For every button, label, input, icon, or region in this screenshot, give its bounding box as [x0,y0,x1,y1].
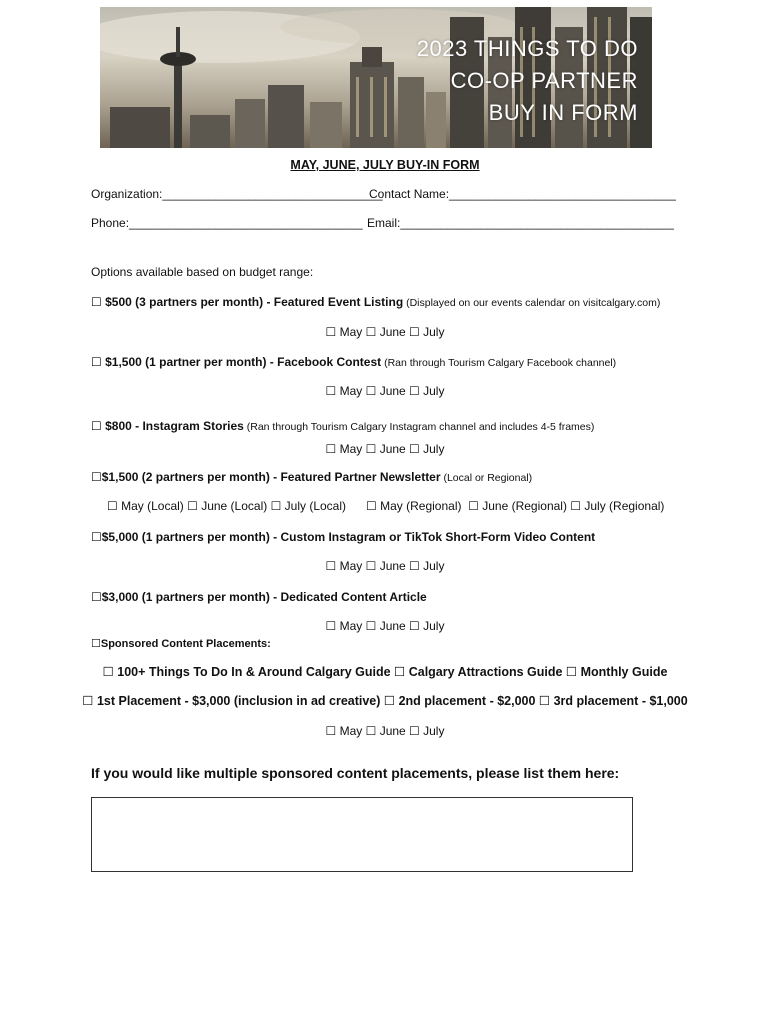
form-heading: MAY, JUNE, JULY BUY-IN FORM [290,158,480,172]
contact-name-field[interactable]: Contact Name:__________________________________ [369,187,676,201]
option-dedicated-content-article[interactable] [91,589,427,605]
placement-checkboxes[interactable]: ☐ 1st Placement - $3,000 (inclusion in ad creative) ☐ 2nd placement - $2,000 ☐ 3rd placement - $1,000 [82,694,688,708]
phone-field[interactable]: Phone:___________________________________ [91,216,363,230]
month-checkboxes[interactable]: ☐ May ☐ June ☐ July [325,619,445,633]
month-checkboxes[interactable]: ☐ May ☐ June ☐ July [325,384,445,398]
options-intro: Options available based on budget range: [91,265,314,279]
option-label: ☐$3,000 (1 partners per month) - Dedicated Content Article [91,590,427,604]
option-note: (Ran through Tourism Calgary Facebook channel) [381,357,617,369]
month-checkboxes[interactable]: ☐ May ☐ June ☐ July [325,325,445,339]
option-note: (Local or Regional) [440,472,533,484]
option-label: ☐$5,000 (1 partners per month) - Custom Instagram or TikTok Short-Form Video Content [91,530,596,544]
option-label: ☐ $500 (3 partners per month) - Featured Event Listing [91,295,404,309]
month-checkboxes[interactable]: ☐ May ☐ June ☐ July [325,724,445,738]
multiple-placements-prompt: If you would like multiple sponsored content placements, please list them here: [91,765,620,781]
newsletter-month-checkboxes[interactable]: ☐ May (Local) ☐ June (Local) ☐ July (Local) ☐ May (Regional) ☐ June (Regional) ☐ July (Regional) [107,499,665,513]
banner-title-line: CO-OP PARTNER [450,68,638,93]
option-custom-video-content[interactable] [91,529,595,545]
header-banner-image [100,7,652,148]
option-facebook-contest[interactable] [91,354,616,371]
month-checkboxes[interactable]: ☐ May ☐ June ☐ July [325,442,445,456]
option-note: (Ran through Tourism Calgary Instagram channel and includes 4-5 frames) [243,421,595,433]
email-field[interactable]: Email:_________________________________________ [367,216,674,230]
banner-title-line: BUY IN FORM [488,100,638,125]
option-label: ☐ $800 - Instagram Stories [91,419,244,433]
option-featured-partner-newsletter[interactable] [91,469,532,486]
month-checkboxes[interactable]: ☐ May ☐ June ☐ July [325,559,445,573]
banner-title [417,33,638,129]
banner-title-line: 2023 THINGS TO DO [416,36,638,61]
option-note: (Displayed on our events calendar on visitcalgary.com) [403,297,661,309]
option-label: ☐$1,500 (2 partners per month) - Featured Partner Newsletter [91,470,441,484]
guide-checkboxes[interactable]: ☐ 100+ Things To Do In & Around Calgary Guide ☐ Calgary Attractions Guide ☐ Monthly Guide [102,665,668,679]
option-featured-event-listing[interactable] [91,294,660,311]
sponsored-content-checkbox[interactable]: ☐Sponsored Content Placements: [91,638,271,650]
option-label: ☐ $1,500 (1 partner per month) - Facebook Contest [91,355,382,369]
multiple-placements-textbox[interactable] [91,797,633,872]
organization-field[interactable]: Organization:_________________________________ [91,187,383,201]
option-instagram-stories[interactable] [91,418,594,435]
